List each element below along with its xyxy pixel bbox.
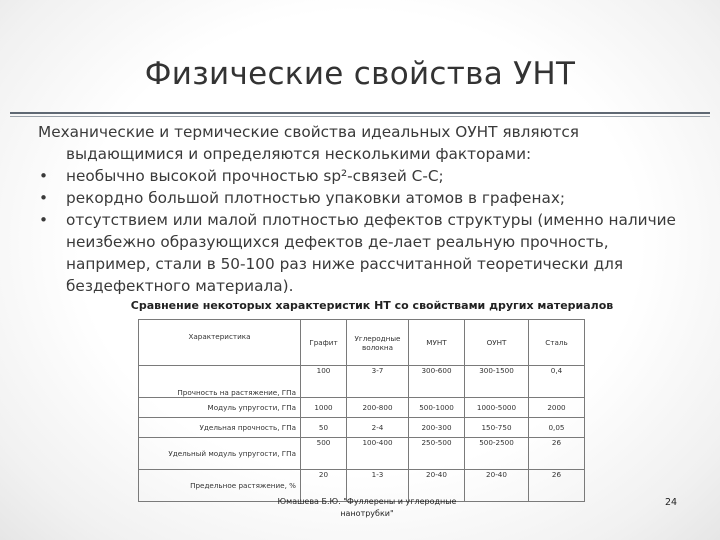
header-swcnt: ОУНТ bbox=[465, 320, 529, 366]
list-item bbox=[38, 187, 688, 209]
row-label: Удельный модуль упругости, ГПа bbox=[139, 438, 301, 470]
table-cell: 2000 bbox=[529, 398, 585, 418]
bullet-icon: • bbox=[39, 189, 49, 207]
table-cell: 1000 bbox=[301, 398, 347, 418]
table-cell: 0,4 bbox=[529, 366, 585, 398]
table-cell: 300-1500 bbox=[465, 366, 529, 398]
title-divider-thin bbox=[10, 116, 710, 117]
bullet-icon: • bbox=[39, 167, 49, 185]
table-row bbox=[139, 398, 585, 418]
table-caption: Сравнение некоторых характеристик НТ со свойствами других материалов bbox=[130, 299, 614, 312]
row-label: Предельное растяжение, % bbox=[139, 470, 301, 502]
table-cell: 500 bbox=[301, 438, 347, 470]
table-cell: 2-4 bbox=[347, 418, 409, 438]
header-steel: Сталь bbox=[529, 320, 585, 366]
table-cell: 20 bbox=[301, 470, 347, 502]
bullet-text: отсутствием или малой плотностью дефектов структуры (именно наличие неизбежно образующихся дефектов де-лает реальную прочность, например, стали в 50-100 раз ниже рассчитанной теоретически для бездефектного материала). bbox=[66, 211, 676, 295]
header-mwcnt: МУНТ bbox=[409, 320, 465, 366]
table-row bbox=[139, 418, 585, 438]
intro-paragraph: Механические и термические свойства идеальных ОУНТ являются выдающимися и определяются несколькими факторами: bbox=[38, 123, 579, 163]
bullet-text: рекордно большой плотностью упаковки атомов в графенах; bbox=[66, 189, 566, 207]
list-item bbox=[38, 209, 688, 297]
table-header-row bbox=[139, 320, 585, 366]
table-cell: 100 bbox=[301, 366, 347, 398]
header-characteristic: Характеристика bbox=[139, 320, 301, 366]
row-label: Удельная прочность, ГПа bbox=[139, 418, 301, 438]
table-cell: 1000-5000 bbox=[465, 398, 529, 418]
bullet-list bbox=[38, 165, 688, 297]
table-cell: 20-40 bbox=[409, 470, 465, 502]
list-item bbox=[38, 165, 688, 187]
table-cell: 150-750 bbox=[465, 418, 529, 438]
table-row bbox=[139, 438, 585, 470]
table-cell: 3-7 bbox=[347, 366, 409, 398]
header-carbon-fiber: Углеродные волокна bbox=[347, 320, 409, 366]
table-cell: 1-3 bbox=[347, 470, 409, 502]
table-cell: 200-800 bbox=[347, 398, 409, 418]
table-cell: 26 bbox=[529, 438, 585, 470]
header-graphite: Графит bbox=[301, 320, 347, 366]
row-label: Модуль упругости, ГПа bbox=[139, 398, 301, 418]
page-number: 24 bbox=[665, 497, 678, 508]
slide-title: Физические свойства УНТ bbox=[144, 56, 576, 92]
table-row bbox=[139, 366, 585, 398]
table-cell: 200-300 bbox=[409, 418, 465, 438]
comparison-table bbox=[138, 319, 585, 502]
bullet-text: необычно высокой прочностью sp²-связей С-С; bbox=[66, 167, 444, 185]
table-cell: 500-1000 bbox=[409, 398, 465, 418]
table-cell: 50 bbox=[301, 418, 347, 438]
table-cell: 0,05 bbox=[529, 418, 585, 438]
title-divider bbox=[10, 112, 710, 114]
bullet-icon: • bbox=[39, 211, 49, 229]
table-cell: 20-40 bbox=[465, 470, 529, 502]
table-cell: 250-500 bbox=[409, 438, 465, 470]
table-cell: 300-600 bbox=[409, 366, 465, 398]
slide-body bbox=[38, 121, 688, 297]
footer-citation: Юмашева Б.Ю. "Фуллерены и углеродные нанотрубки" bbox=[277, 497, 457, 518]
table-cell: 26 bbox=[529, 470, 585, 502]
row-label: Прочность на растяжение, ГПа bbox=[139, 366, 301, 398]
table-cell: 500-2500 bbox=[465, 438, 529, 470]
table-cell: 100-400 bbox=[347, 438, 409, 470]
